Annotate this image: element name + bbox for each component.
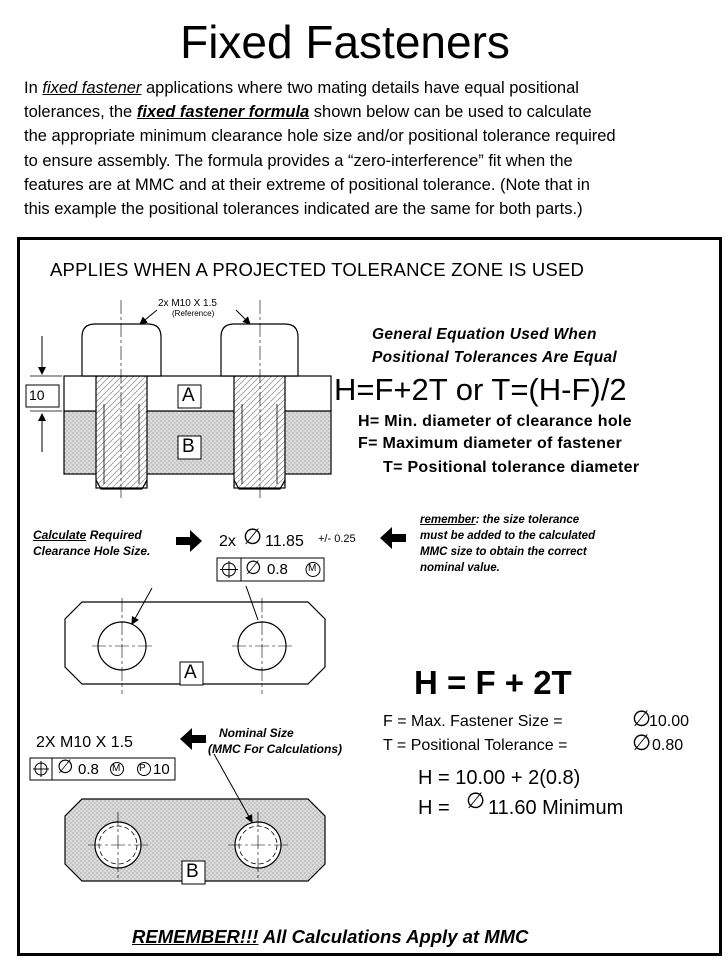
footer-remember: REMEMBER!!! All Calculations Apply at MMC xyxy=(132,926,529,947)
bolt-callout: 2x M10 X 1.5 xyxy=(158,298,217,309)
work-result: 11.60 Minimum xyxy=(488,797,624,819)
calc-line-2: Clearance Hole Size. xyxy=(33,544,151,558)
fcf-b-projected-height: 10 xyxy=(153,761,170,778)
page-title: Fixed Fasteners xyxy=(180,16,510,68)
work-diameter-icon: ∅ xyxy=(466,788,486,813)
applies-heading: APPLIES WHEN A PROJECTED TOLERANCE ZONE IS USED xyxy=(50,259,585,280)
t-value: 0.80 xyxy=(652,737,684,754)
label-a-section: A xyxy=(182,385,195,406)
dim-10: 10 xyxy=(29,387,45,403)
remember-line-4: nominal value. xyxy=(420,562,500,574)
def-t: T= Positional tolerance diameter xyxy=(383,459,640,476)
right-arrow-icon xyxy=(176,530,202,552)
hole-size: 11.85 xyxy=(265,533,304,550)
left-arrow-icon xyxy=(380,527,406,549)
fcf-b-mmc: M xyxy=(112,763,121,774)
f-diameter-icon: ∅ xyxy=(632,706,652,731)
nominal-line-1: Nominal Size xyxy=(219,726,294,740)
bolt-reference: (Reference) xyxy=(172,309,215,318)
section-view xyxy=(26,300,331,500)
term-fixed-fastener: fixed fastener xyxy=(42,79,142,97)
remember-line-1: remember: the size tolerance xyxy=(420,514,580,526)
left-arrow-icon-2 xyxy=(180,728,206,750)
nominal-line-2: (MMC For Calculations) xyxy=(208,742,342,756)
def-f: F= Maximum diameter of fastener xyxy=(358,435,623,452)
formula-big: H = F + 2T xyxy=(414,664,572,701)
t-diameter-icon: ∅ xyxy=(632,730,652,755)
calc-line-1: Calculate Required xyxy=(33,528,142,542)
work-line-1: H = 10.00 + 2(0.8) xyxy=(418,767,581,789)
label-b-plan: B xyxy=(186,861,199,882)
fcf-a-mmc: M xyxy=(308,563,317,574)
remember-line-2: must be added to the calculated xyxy=(420,530,596,542)
label-b-section: B xyxy=(182,436,195,457)
intro-line-1: In fixed fastener applications where two mating details have equal positional xyxy=(24,79,579,97)
hole-tolerance: +/- 0.25 xyxy=(318,533,356,545)
intro-line-6: this example the positional tolerances indicated are the same for both parts.) xyxy=(24,200,583,219)
fcf-a-tolerance: 0.8 xyxy=(267,561,288,578)
work-line-2: H = xyxy=(418,797,450,819)
hole-count: 2x xyxy=(219,533,236,550)
fcf-a-diameter: ∅ xyxy=(245,558,262,579)
fcf-b-diameter: ∅ xyxy=(57,757,74,778)
fcf-b-tolerance: 0.8 xyxy=(78,761,99,778)
intro-line-5: features are at MMC and at their extreme of positional tolerance. (Note that in xyxy=(24,175,590,194)
t-label: T = Positional Tolerance = xyxy=(383,737,568,754)
intro-line-2: tolerances, the fixed fastener formula shown below can be used to calculate xyxy=(24,103,592,122)
general-eq-line-2: Positional Tolerances Are Equal xyxy=(372,349,618,366)
main-equation: H=F+2T or T=(H-F)/2 xyxy=(334,372,627,407)
label-a-plan: A xyxy=(184,662,197,683)
general-eq-line-1: General Equation Used When xyxy=(372,326,597,343)
f-label: F = Max. Fastener Size = xyxy=(383,713,563,730)
f-value: 10.00 xyxy=(649,713,690,730)
thread-callout: 2X M10 X 1.5 xyxy=(36,734,133,751)
intro-line-4: to ensure assembly. The formula provides a “zero-interference” fit when the xyxy=(24,151,573,170)
fcf-b-projected: P xyxy=(139,763,146,774)
def-h: H= Min. diameter of clearance hole xyxy=(358,413,632,430)
term-fixed-fastener-formula: fixed fastener formula xyxy=(136,103,310,122)
diameter-symbol-icon: ∅ xyxy=(243,524,263,549)
remember-line-3: MMC size to obtain the correct xyxy=(420,546,587,558)
intro-line-3: the appropriate minimum clearance hole size and/or positional tolerance required xyxy=(24,127,616,146)
